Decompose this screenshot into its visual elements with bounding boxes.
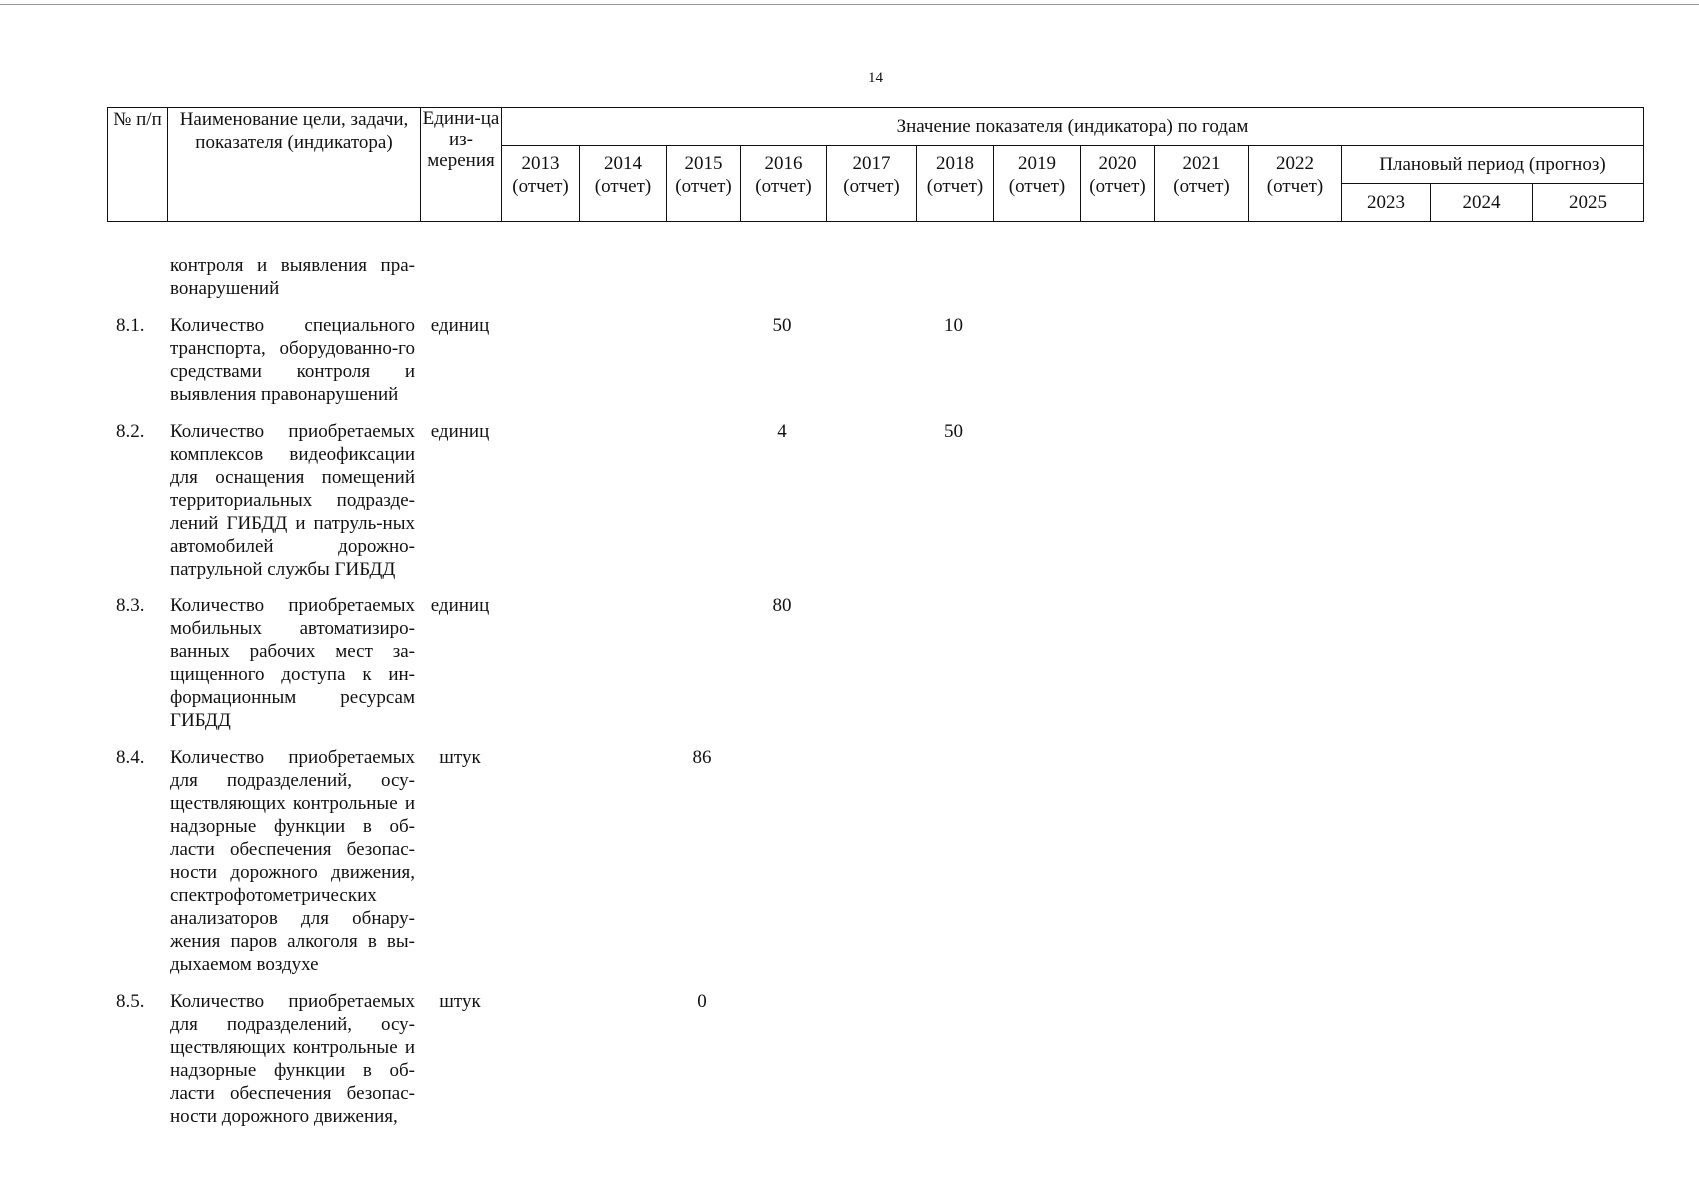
row-value-2015: 86 [692,747,712,768]
header-year-2024: 2024 [1431,184,1533,222]
header-year-2018: 2018 (отчет) [917,146,994,222]
table-row [0,746,1699,990]
page-number: 14 [868,70,883,86]
row-value-2016: 50 [772,315,792,336]
header-planned-group: Плановый период (прогноз) [1342,146,1644,184]
continuation-text: контроля и выявления пра-вонарушений [170,255,415,299]
row-value-2016: 4 [777,421,787,442]
table-body [0,254,1699,1130]
header-year-2022: 2022 (отчет) [1249,146,1342,222]
table-row [0,594,1699,746]
header-year-2017: 2017 (отчет) [827,146,917,222]
header-year-2021: 2021 (отчет) [1155,146,1249,222]
row-name: Количество приобретаемых комплексов видеофиксации для оснащения помещений территориальных подразде-лений ГИБДД и патруль-ных автомобилей дорожно-патрульной службы ГИБДД [170,421,415,580]
row-value-2018: 10 [944,315,963,336]
header-num: № п/п [108,108,168,222]
table-row [0,314,1699,420]
row-number: 8.5. [116,991,145,1012]
scan-top-edge [0,0,1699,5]
header-year-2025: 2025 [1533,184,1644,222]
header-year-2019: 2019 (отчет) [994,146,1081,222]
row-value-2018: 50 [944,421,963,442]
header-year-2013: 2013 (отчет) [502,146,580,222]
continuation-row [0,254,1699,302]
row-value-2015: 0 [697,991,707,1012]
table-row [0,990,1699,1130]
row-number: 8.4. [116,747,145,768]
row-name: Количество приобретаемых для подразделений, осу-ществляющих контрольные и надзорные функции в об-ласти обеспечения безопас-ности дорожного движения, спектрофотометрических анализаторов для обнару-жения паров алкоголя в вы-дыхаемом воздухе [170,747,415,975]
table-header [107,107,1644,222]
header-year-2015: 2015 (отчет) [667,146,741,222]
header-year-2014: 2014 (отчет) [580,146,667,222]
row-number: 8.1. [116,315,145,336]
row-number: 8.3. [116,595,145,616]
header-values-group: Значение показателя (индикатора) по годам [502,108,1644,146]
header-name: Наименование цели, задачи, показателя (индикатора) [168,108,421,222]
row-name: Количество приобретаемых для подразделений, осу-ществляющих контрольные и надзорные функции в об-ласти обеспечения безопас-ности дорожного движения, [170,991,415,1127]
table-row [0,420,1699,594]
row-name: Количество приобретаемых мобильных автоматизиро-ванных рабочих мест за-щищенного доступа к ин-формационным ресурсам ГИБДД [170,595,415,731]
header-year-2023: 2023 [1342,184,1431,222]
row-value-2016: 80 [772,595,792,616]
row-unit: штук [439,991,481,1012]
row-unit: штук [439,747,481,768]
header-year-2016: 2016 (отчет) [741,146,827,222]
row-name: Количество специального транспорта, оборудованно-го средствами контроля и выявления правонарушений [170,315,415,405]
row-number: 8.2. [116,421,145,442]
header-year-2020: 2020 (отчет) [1081,146,1155,222]
row-unit: единиц [430,315,490,336]
row-unit: единиц [430,421,490,442]
header-unit: Едини-ца из-мерения [421,108,502,222]
row-unit: единиц [430,595,490,616]
